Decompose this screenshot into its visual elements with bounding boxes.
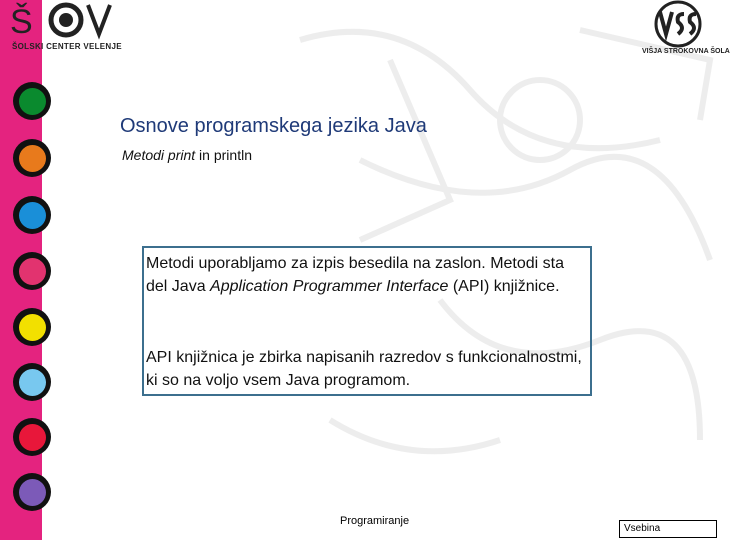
subtitle-method-println: println [213,147,252,163]
nav-dot-yellow[interactable] [13,308,51,346]
dot-fill [19,479,46,506]
vss-logo-icon [638,0,718,48]
paragraph-text: (API) knjižnice. [448,278,560,295]
scv-logo-icon [4,0,114,40]
nav-dot-orange[interactable] [13,139,51,177]
college-logo [638,0,730,62]
dot-fill [19,424,46,451]
dot-fill [19,258,46,285]
subtitle-method-print: Metodi print [122,147,196,163]
paragraph-methods [146,252,586,298]
school-center-logo [4,0,122,58]
slide-subtitle [122,147,252,163]
dot-fill [19,88,46,115]
nav-dot-red[interactable] [13,418,51,456]
nav-dot-green[interactable] [13,82,51,120]
dot-fill [19,202,46,229]
left-logo-subtitle: ŠOLSKI CENTER VELENJE [12,42,122,51]
dot-fill [19,145,46,172]
dot-fill [19,369,46,396]
nav-dot-purple[interactable] [13,473,51,511]
paragraph-italic-term: Application Programmer Interface [210,278,449,295]
paragraph-api: API knjižnica je zbirka napisanih razredov s funkcionalnostmi, ki so na voljo vsem Java programom. [146,349,582,389]
footer-course-label: Programiranje [340,515,410,527]
nav-dot-light-blue[interactable] [13,363,51,401]
slide-title: Osnove programskega jezika Java [120,115,427,137]
dot-fill [19,314,46,341]
nav-dot-blue[interactable] [13,196,51,234]
svg-text:Š: Š [10,3,33,41]
subtitle-conjunction: in [195,147,214,163]
nav-dot-pink[interactable] [13,252,51,290]
paragraph-text: Metodi uporabljamo za izpis besedila na zaslon. Metodi sta del Java [146,255,565,295]
contents-nav-button[interactable]: Vsebina [619,520,717,538]
right-logo-subtitle: VIŠJA STROKOVNA ŠOLA [642,48,730,55]
